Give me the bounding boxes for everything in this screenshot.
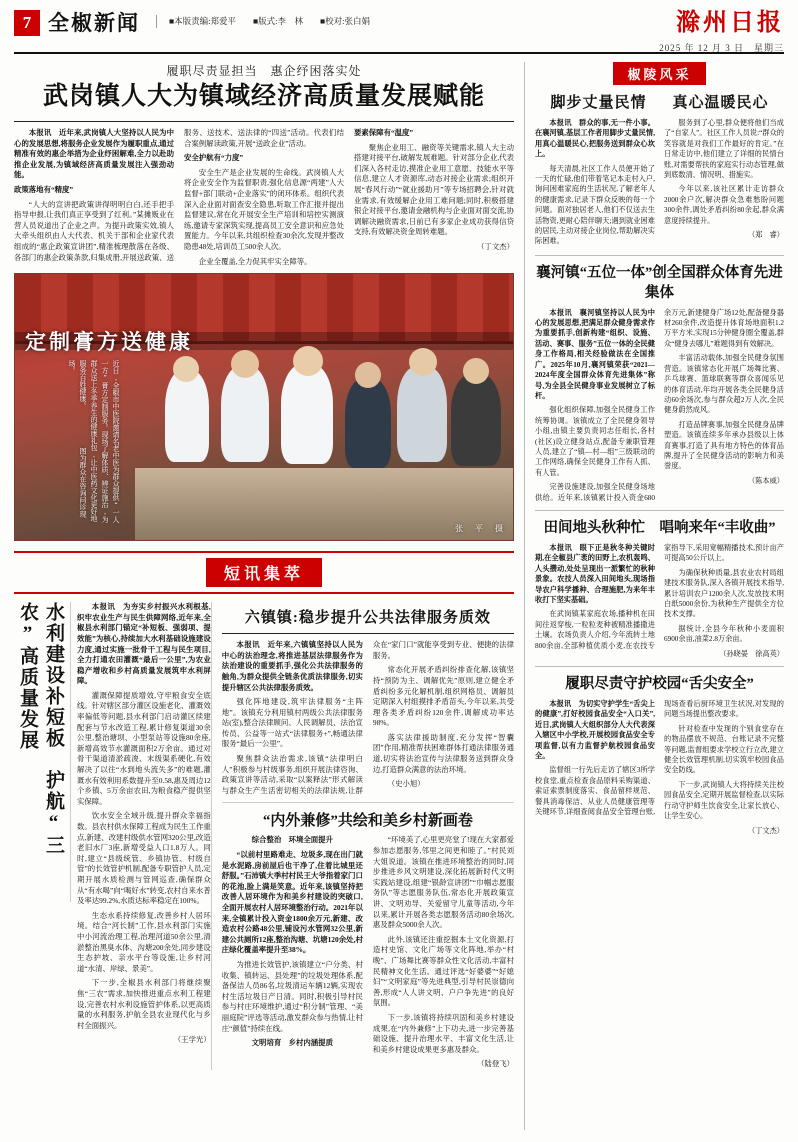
- feature-badge: [535, 62, 784, 85]
- paragraph: 本报讯 群众的事,无一件小事。在襄河镇,基层工作者用脚步丈量民情,用真心温暖民心,把服务送到群众心坎上。: [535, 119, 655, 159]
- photo-credit: 张 平 摄: [455, 524, 505, 534]
- paragraph: 监督组一行先后走访了辖区3所学校食堂,重点检查食品原料采购渠道、索证索票制度落实、食品留样规范、餐具消毒保洁、从业人员健康管理等关键环节,详细查阅食品安全管理台账,现场查看后厨环境卫生状况,对发现的问题当场提出整改要求。: [535, 700, 784, 817]
- photo-block: [14, 273, 514, 541]
- edition-credits: ■本版责编:郑爱平 ■版式:李 林 ■校对:张白娟: [156, 15, 659, 28]
- subhead: 要素保障有“温度”: [354, 128, 414, 137]
- paragraph: “环境美了,心里更亮堂了!现在大家都爱参加志愿服务,邻里之间更和睦了。”村民刘大姐说道。该镇在推进环境整治的同时,同步推进乡风文明建设,深化拓展新时代文明实践站建设,组建“银龄宣讲团”“巾帼志愿服务队”等志愿服务队伍,常态化开展政策宣讲、文明劝导、关爱留守儿童等活动,今年以来,累计开展各类志愿服务活动80余场次,惠及群众5000余人次。: [372, 835, 514, 930]
- article1-title-left: 脚步丈量民情: [550, 95, 647, 111]
- water-article-title: 水利建设补短板 护航“三农”高质量发展: [14, 602, 71, 902]
- person-figure: [345, 378, 391, 468]
- paragraph: 据统计,全县今年秋种小麦面积6900余亩,油菜2.8万余亩。: [664, 624, 784, 644]
- byline: （陈本威）: [748, 476, 784, 485]
- paper-brand: [659, 10, 784, 54]
- paragraph: 安全生产是企业发展的生命线。武岗镇人大将企业安全作为监督职责,强化信息源“两建”人大监督+部门联动+企业落实”的闭环体系。组织代表深入企业面对面查安全隐患,听取工作汇报并提出监督建议,常在化开展安全生产培训和培控实测演练,邀请专家深筑实现,提高员工安全意识和应急处置能力。今年以来,共组织检查30余次,发现并整改隐患48处,培训员工500余人次。: [184, 167, 344, 251]
- paragraph: 此外,该镇还注重挖掘本土文化资源,打造村史馆、文化广场等文化阵地,举办“村晚”、广场舞比赛等群众性文化活动,丰富村民精神文化生活。通过评选“好婆婆”“好媳妇”“文明家庭”等先进典型,引导村民崇德向善,形成“人人讲文明、户户争先进”的良好氛围。: [372, 934, 514, 1008]
- paragraph: 常态化开展矛盾纠纷排查化解,该镇坚持“预防为主、调解优先”原则,建立健全矛盾纠纷多元化解机制,组织网格员、调解员定期深入村组摸排矛盾苗头,今年以来,共受理各类矛盾纠纷120余件,调解成功率达98%。: [372, 665, 514, 728]
- masthead: [14, 10, 784, 54]
- village-title: “内外兼修”共绘和美乡村新画卷: [262, 813, 473, 830]
- page-number: 7: [14, 10, 40, 36]
- brief-news-banner: [14, 551, 514, 594]
- right-column: [524, 62, 784, 1130]
- article3-body: [535, 543, 784, 659]
- paragraph: 完善设施建设,加强全民健身场地供给。近年来,该镇累计投入资金680余万元,新建健身广场12处,配备健身器材260余件,改造提升体育场地面积1.2万平方米,实现15分钟健身圈全覆盖,群众“健身去哪儿”难题得到有效解决。: [535, 308, 784, 502]
- byline: （孙晓晏 徐高英）: [719, 649, 784, 658]
- paragraph: 下一步,武岗镇人大将持续关注校园食品安全,定期开展监督检查,以实际行动守护师生饮食安全,让家长放心、让学生安心。: [664, 780, 784, 821]
- section-title: 全椒新闻: [48, 11, 140, 35]
- person-figure: [451, 374, 501, 466]
- paragraph: 针对检查中发现的个别食堂存在的物品摆放不规范、台账记录不完整等问题,监督组要求学校立行立改,建立健全长效管理机制,切实筑牢校园食品安全防线。: [664, 724, 784, 775]
- banner-label: 短讯集萃: [206, 558, 322, 587]
- byline: （王学光）: [173, 1035, 211, 1045]
- article1-title-right: 真心温暖民心: [672, 95, 769, 111]
- person-head: [231, 350, 259, 378]
- article3-title: 田间地头秋种忙 唱响来年“丰收曲”: [543, 519, 776, 536]
- paragraph: “以前村里路难走、垃圾多,现在出门就是水泥路,房前屋后也干净了,住着比城里还舒服。”石沛镇大季村村民王大爷指着家门口的花池,脸上满是笑意。近年来,该镇坚持把改善人居环境作为和美乡村建设的突破口,全面开展农村人居环境整治行动。2021年以来,全镇累计投入资金1800余万元,新建、改造农村公路48公里,铺设污水管网32公里,新建公共厕所12座,整治沟塘、坑塘120余处,村庄绿化覆盖率提升至38%。: [221, 850, 363, 955]
- village-body: [222, 835, 514, 1069]
- paragraph: 为确保秋种质量,县农业农村局组建技术服务队,深入各镇开展技术指导,累计培训农户1200余人次,发放技术明白纸5000余份,为秋种生产提供全方位技术支撑。: [664, 568, 784, 619]
- paper-date: 2025 年 12 月 3 日 星期三: [659, 43, 784, 53]
- divider: [222, 802, 514, 803]
- person-figure: [281, 364, 333, 464]
- village-subhead-2: 文明培育 乡村内涵提质: [251, 1038, 333, 1048]
- paragraph: 为推进长效管护,该镇建立“户分类、村收集、镇转运、县处理”的垃圾处理体系,配备保洁人员86名,垃圾清运车辆12辆,实现农村生活垃圾日产日清。同时,积极引导村民参与村庄环境维护,通过“积分制”管理、“美丽庭院”评选等活动,激发群众参与热情,让村庄“颜值”持续在线。: [221, 959, 363, 1033]
- byline: （丁文杰）: [748, 826, 784, 835]
- divider: [14, 121, 514, 122]
- article4-body: [535, 699, 784, 836]
- feature-badge-label: 椒陵风采: [613, 62, 705, 85]
- paragraph: 本报讯 近年来,六镇镇坚持以人民为中心的法治理念,将推进基层法律服务作为法治建设的重要抓手,强化公共法律服务的触角,为群众提供全链条优质法律服务,切实提升辖区公共法律服务质效。: [221, 640, 363, 692]
- paragraph: 下一步,该镇将持续巩固和美乡村建设成果,在“内外兼修”上下功夫,进一步完善基础设施、提升治理水平、丰富文化生活,让和美乡村建设成果更多惠及群众。: [372, 1012, 514, 1054]
- paragraph: 本报讯 襄河镇坚持以人民为中心的发展思想,把满足群众健身需求作为重要抓手,创新构建“组织、设施、活动、赛事、服务”五位一体的全民健身工作格局,相关经验做法在全国推广。2025年10月,襄河镇荣获“2021—2024年度全国群众体育先进集体”称号,为全县全民健身事业发展树立了标杆。: [535, 308, 655, 400]
- person-head: [463, 358, 489, 384]
- lead-body: [14, 128, 514, 267]
- divider: [222, 633, 514, 634]
- paragraph: 每天清晨,社区工作人员便开始了一天的忙碌,他们带着笔记本走村入户,询问困难家庭的生活状况,了解老年人的健康需求,记录下群众反映的每一个问题。面对独居老人,他们不仅送去生活物资,更耐心陪伴聊天;遇到就业困难的居民,主动对接企业岗位,帮助解决实际困难。: [535, 164, 655, 246]
- photo-caption: 近日,全椒市中医院邀请名老中医为群众提供“一人一方”膏方定制服务。现场了解体质、辨证施治,为群众送上冬季养生的健康礼包,让中医药文化更好地服务百姓健康。 图为群众在咨询问诊现场。: [68, 360, 120, 524]
- paragraph: 落实法律援助制度,充分发挥“智囊团”作用,精准帮扶困难群体打通法律服务通道,切实将法治宣传与法律服务送到群众身边,打造群众满意的法治环境。: [372, 732, 514, 774]
- person-figure: [397, 366, 447, 462]
- paragraph: 生态水系持续修复,改善乡村人居环境。结合“河长制”工作,县水利部门实施中小河流治理工程,治理河道50余公里,清淤整治黑臭水体、沟塘200余处,同步建设生态护坡、亲水平台等设施,让乡村河道“水清、岸绿、景美”。: [77, 910, 211, 973]
- lower-left-articles: [14, 602, 514, 1070]
- person-head: [173, 356, 199, 382]
- byline: （郑 睿）: [748, 231, 784, 240]
- paragraph: 企业全覆盖,全力促其牢实全障等。: [198, 256, 312, 266]
- paragraph: 本报讯 为切实守护学生“舌尖上的健康”,打好校园食品安全“入口关”,近日,武岗镇人大组织部分人大代表深入辖区中小学校,开展校园食品安全专项监督,以有力监督护航校园食品安全。: [535, 700, 655, 761]
- paragraph: 本报讯 为夯实乡村振兴水利根基,织牢农业生产与民生供障网络,近年来,全椒县水利部门锚定“补短板、强弱项、提效能”为核心,持续加大水利基础设施建设力度,通过实施一批骨干工程与民生项目,全力打通农田灌溉“最后一公里”,为农业稳产增收和乡村高质量发展筑牢水利屏障。: [77, 602, 211, 686]
- article1-body: [535, 118, 784, 248]
- article2-title: 襄河镇“五位一体”创全国群众体育先进集体: [536, 264, 783, 301]
- paragraph: 聚焦群众法治需求,该镇“法律明白人”积极参与村级事务,组织开展法律咨询、政策宣讲等活动,采取“以案释法”形式解读与群众生产生活密切相关的法律法规,让群众在“家门口”就能享受到专业、便捷的法律服务。: [221, 640, 514, 795]
- sixtown-and-village: [211, 602, 514, 1070]
- village-subhead-1: 综合整治 环境全面提升: [251, 835, 333, 845]
- byline: （陆登飞）: [477, 1059, 514, 1069]
- divider: [535, 510, 784, 511]
- paper-name: 滁州日报: [676, 10, 784, 36]
- person-figure: [221, 366, 269, 462]
- lead-headline: 武岗镇人大为镇域经济高质量发展赋能: [42, 83, 485, 110]
- water-article-body: [77, 602, 211, 1070]
- paragraph: 聚焦企业用工、融资等关键需求,镇人大主动搭建对接平台,破解发展难题。针对部分企业,代表们深入各村走访,摸准企业用工意愿、技能水平等信息,建立人才资源库,动态对接企业需求;组织开展“春风行动”“就业援助月”等专场招聘会,针对就业需求,有效缓解企业用工难问题;同时,积极搭建银企对接平台,邀请金融机构与企业面对面交流,协调解决融资需求,日前已有多家企业成功获得信贷支持,有效解决资金周转难题。: [354, 142, 514, 237]
- article2-body: [535, 308, 784, 503]
- byline: （丁文杰）: [477, 241, 514, 251]
- paragraph: 强化阵地建设,筑牢法律服务“主阵地”。该镇充分利用镇村两级公共法律服务站(室),整合法律顾问、人民调解员、法治宣传员、公益等一站式“法律服务+”,畅通法律服务“最后一公里”。: [221, 697, 363, 749]
- paragraph: 强化组织保障,加强全民健身工作统筹协调。该镇成立了全民健身领导小组,由镇主要负责同志任组长,各村(社区)设立健身站点,配备专兼职管理人员,建立了“镇—村—组”三级联动的工作网络,确保全民健身工作有人抓、有人管。: [535, 406, 655, 477]
- paragraph: 灌溉保障提质增效,守牢粮食安全底线。针对辖区部分灌区设施老化、灌溉效率偏低等问题,县水利部门启动灌区续建配套与节水改造工程,累计修复渠道30余公里,整治塘坝、小型泵站等设施80余座,新增高效节水灌溉面积2万余亩。通过对骨干渠道清淤疏浚、末级渠系硬化,有效解决了以往“水到地头流失多”的难题,灌溉水有效利用系数提升至0.58,惠及周边12个乡镇、5万余亩农田,为粮食稳产提供坚实保障。: [77, 690, 211, 806]
- paragraph: 本报讯 眼下正是秋冬种关键时期,在全椒县广袤的田野上,农机轰鸣、人头攒动,处处呈现出一派繁忙的秋种景象。农技人员深入田间地头,现场指导农户科学播种、合理施肥,为来年丰收打下坚实基础。: [535, 543, 655, 605]
- sixtown-body: [222, 640, 514, 796]
- person-figure: [165, 370, 209, 462]
- subhead: 安全护航有“力度”: [184, 153, 244, 163]
- subhead: 政策落地有“精度”: [14, 184, 74, 194]
- sixtown-title: 六镇镇:稳步提升公共法律服务质效: [244, 610, 491, 627]
- divider: [535, 666, 784, 667]
- page-body: [14, 62, 784, 1130]
- paragraph: 饮水安全全域升级,提升群众幸福指数。县农村供水保障工程成为民生工作重点,新建、改建村级供水管网320公里,改造老旧水厂3座,新增受益人口1.8万人。同时,建立“县级统管、乡镇协管、村级自管”的长效管护机制,配备专职管护人员,定期开展水质检测与管网巡查,确保群众从“有水喝”向“喝好水”转变,农村自来水普及率达99.2%,水质达标率稳定在100%。: [77, 811, 211, 906]
- lead-kicker: 履职尽责显担当 惠企纾困落实处: [166, 64, 362, 78]
- paragraph: 今年以来,该社区累计走访群众2000余户次,解决群众急难愁盼问题300余件,调处矛盾纠纷80余起,群众满意度持续提升。: [664, 185, 784, 225]
- lead-article: [14, 62, 514, 267]
- article4-title: 履职尽责守护校园“舌尖安全”: [565, 676, 754, 693]
- paragraph: 丰富活动载体,加强全民健身氛围营造。该镇常态化开展广场舞比赛、乒乓球赛、篮球联赛等群众喜闻乐见的体育活动,年均开展各类全民健身活动60余场次,参与群众超2万人次,全民健身蔚然成风。: [664, 354, 784, 415]
- photo-title: 定制膏方送健康: [25, 330, 193, 355]
- person-head: [409, 348, 437, 376]
- person-head: [293, 346, 323, 376]
- person-head: [355, 362, 381, 388]
- paragraph: 服务到了心里,群众便将他们当成了“自家人”。社区工作人员说:“群众的笑容就是对我们工作最好的肯定。”在日常走访中,他们建立了详细的民情台账,对需要帮扶的家庭实行动态管理,做到底数清、情况明、措施实。: [664, 119, 784, 180]
- paragraph: （史小旭）: [387, 779, 425, 789]
- paragraph: 打造品牌赛事,加强全民健身品牌塑造。该镇连续多年承办县级以上体育赛事,打造了具有地方特色的体育品牌,提升了全民健身活动的影响力和美誉度。: [664, 420, 784, 471]
- paragraph: 在武岗镇某家庭农场,播种机在田间往返穿梭,一粒粒麦种被精准播撒进土壤。农场负责人介绍,今年流转土地800余亩,全部种植优质小麦,在农技专家指导下,采用宽幅精播技术,预计亩产可提高50公斤以上。: [535, 543, 784, 650]
- paragraph: “人大的宣讲把政策讲得明明白白,还手把手指导申报,让我们真正享受到了红利。”某摊贩业在营人员说道出了企业之声。为提升政策实效,镇人大牵头组织由人大代表、机关干部和企业家代表组成的“惠企政策宣讲团”,精准梳理散落在各级、各部门的惠企政策条款,归集成册,开展送政策、送服务、送技术、送法律的“四送”活动。代表们结合案例解读政策,开展“送政企业”活动。: [14, 128, 344, 262]
- divider: [535, 255, 784, 256]
- left-column: [14, 62, 524, 1130]
- paragraph: 本报讯 近年来,武岗镇人大坚持以人民为中心的发展思想,将服务企业发展作为履职重点,通过精准有效的惠企举措为企业纾困解难,全力以赴助推企业发展,为镇域经济高质量发展注入强劲动能。: [14, 128, 174, 180]
- paragraph: 下一步,全椒县水利部门将继续聚焦“三农”需求,加快推进重点水利工程建设,完善农村水利设施管护体系,以更高质量的水利服务,护航全县农业现代化与乡村全面振兴。: [77, 978, 211, 1030]
- article1-title: [535, 91, 784, 112]
